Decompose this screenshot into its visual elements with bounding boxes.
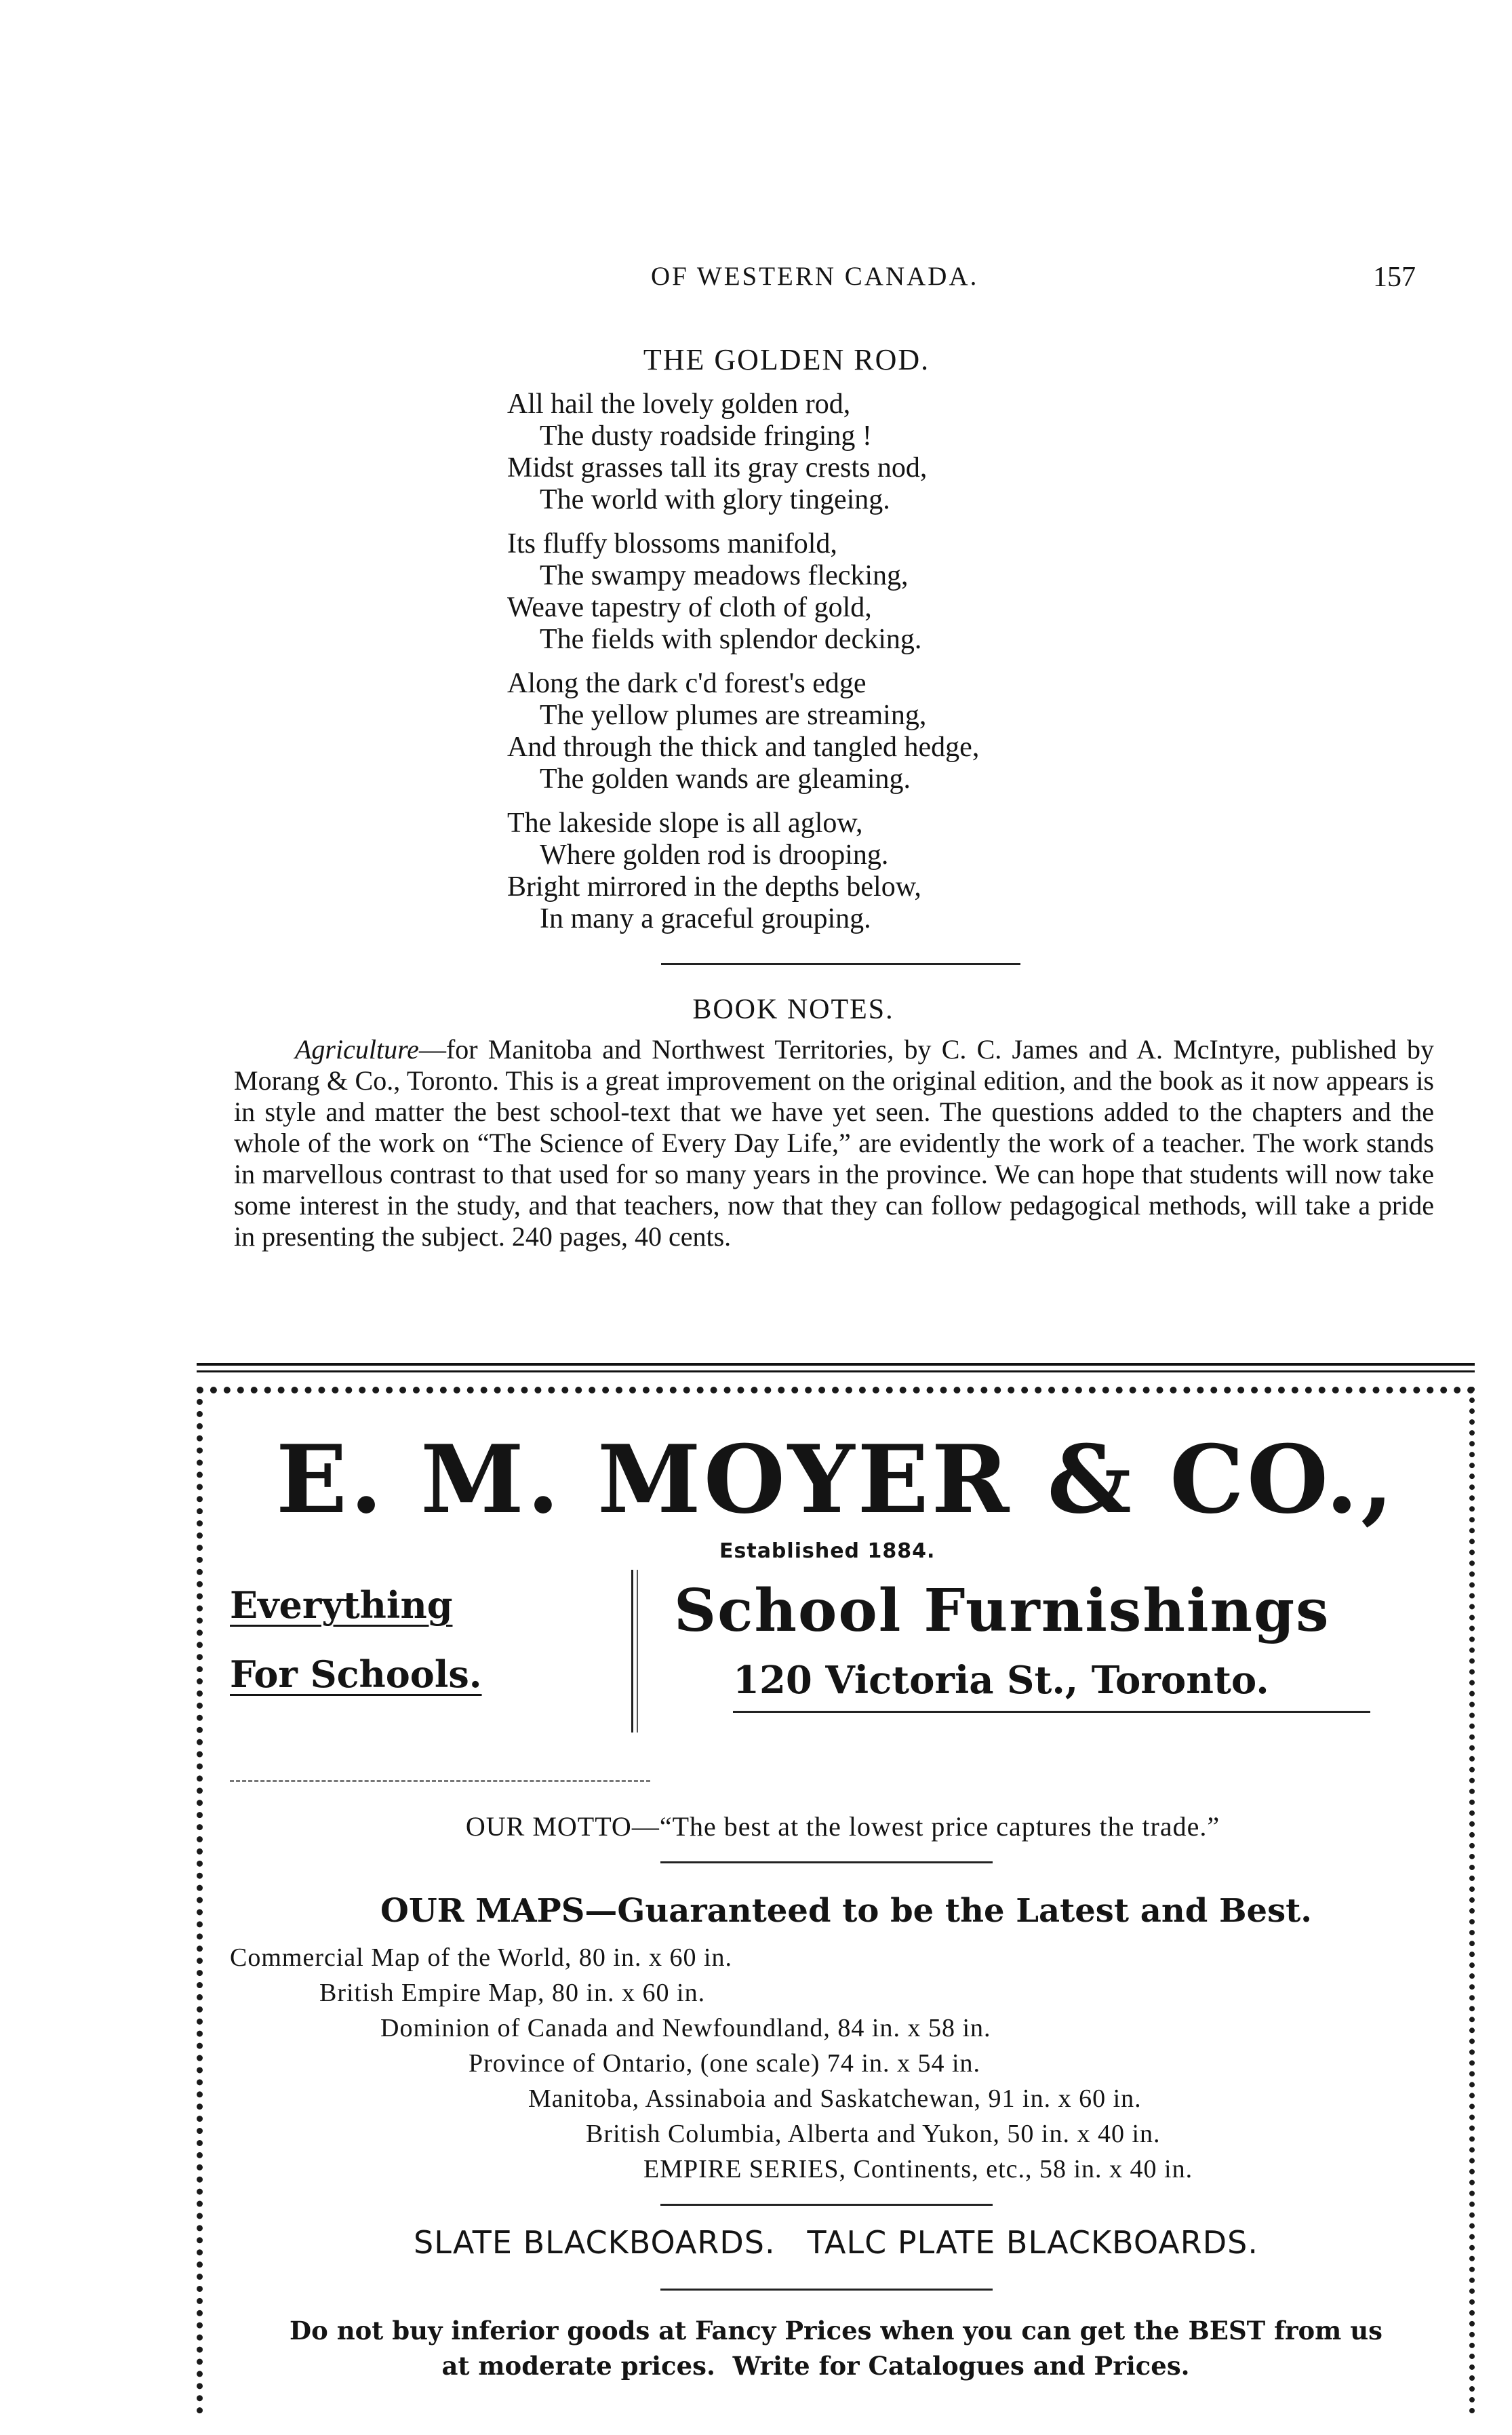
- book-notes-title: BOOK NOTES.: [692, 994, 894, 1025]
- ad-map-item: Manitoba, Assinaboia and Saskatchewan, 91 in. x 60 in.: [528, 2084, 1142, 2113]
- poem-stanza-2: [507, 528, 1185, 656]
- ad-map-item: British Columbia, Alberta and Yukon, 50 in. x 40 in.: [586, 2120, 1161, 2148]
- running-head: OF WESTERN CANADA.: [651, 262, 979, 291]
- ad-map-item: British Empire Map, 80 in. x 60 in.: [319, 1979, 706, 2007]
- ad-address: 120 Victoria St., Toronto.: [733, 1658, 1269, 1703]
- poem-line: The fields with splendor decking.: [540, 624, 922, 655]
- ad-established: Established 1884.: [719, 1539, 936, 1563]
- poem-line: The yellow plumes are streaming,: [540, 700, 927, 731]
- poem-line: The dusty roadside fringing !: [540, 420, 872, 452]
- poem-line: Where golden rod is drooping.: [540, 839, 889, 871]
- poem-line: All hail the lovely golden rod,: [507, 389, 851, 420]
- ad-school-furnishings: School Furnishings: [674, 1577, 1330, 1645]
- ad-closing-line: at moderate prices. Write for Catalogues and Prices.: [441, 2351, 1190, 2381]
- ad-divider: [660, 2204, 993, 2206]
- book-notes-paragraph: [234, 1034, 1434, 1252]
- ad-closing-line: Do not buy inferior goods at Fancy Prices when you can get the BEST from us: [290, 2316, 1382, 2345]
- poem-line: And through the thick and tangled hedge,: [507, 732, 980, 763]
- poem-line: The golden wands are gleaming.: [540, 764, 911, 795]
- poem-line: Its fluffy blossoms manifold,: [507, 528, 837, 559]
- poem: [507, 389, 1185, 947]
- ad-dashed-divider: [230, 1780, 650, 1782]
- ad-address-underline: [733, 1711, 1370, 1713]
- ad-map-item: Province of Ontario, (one scale) 74 in. x 54 in.: [469, 2049, 981, 2078]
- poem-line: In many a graceful grouping.: [540, 903, 871, 934]
- poem-line: Along the dark c'd forest's edge: [507, 668, 867, 699]
- book-notes-body: —for Manitoba and Northwest Territories, by C. C. James and A. McIntyre, published by Morang & Co., Toronto. This is a great improvement on the original edition, and the book as it now appears is in style and matter the best school-text that we have yet seen. The questions added to the chapters and the whole of the work on “The Science of Every Day Life,” are evidently the work of a teacher. The work stands in marvellous contrast to that used for so many years in the province. We can hope that students will now take some interest in the study, and that teachers, now that they can follow pedagogical methods, will take a pride in presenting the subject. 240 pages, 40 cents.: [234, 1034, 1434, 1252]
- ad-maps-heading: OUR MAPS—Guaranteed to be the Latest and Best.: [380, 1892, 1312, 1930]
- book-title: Agriculture: [295, 1034, 419, 1065]
- section-divider: [661, 963, 1020, 965]
- poem-stanza-1: [507, 389, 1185, 516]
- ad-vertical-divider: [631, 1570, 638, 1733]
- poem-stanza-4: [507, 808, 1185, 935]
- poem-line: Bright mirrored in the depths below,: [507, 871, 921, 903]
- poem-title: THE GOLDEN ROD.: [643, 343, 930, 376]
- ad-map-item: Dominion of Canada and Newfoundland, 84 in. x 58 in.: [380, 2014, 991, 2042]
- poem-line: Weave tapestry of cloth of gold,: [507, 592, 872, 623]
- advertisement: [197, 1387, 1475, 2414]
- poem-line: The world with glory tingeing.: [540, 484, 890, 515]
- ad-divider: [660, 2289, 993, 2291]
- ad-tagline-everything: Everything: [230, 1583, 453, 1627]
- ad-divider: [660, 1861, 993, 1863]
- ad-tagline-for-schools: For Schools.: [230, 1652, 482, 1696]
- page-number: 157: [1373, 262, 1416, 293]
- double-rule: [197, 1363, 1475, 1372]
- ad-motto: OUR MOTTO—“The best at the lowest price captures the trade.”: [465, 1811, 1220, 1842]
- poem-line: The lakeside slope is all aglow,: [507, 808, 863, 839]
- poem-line: The swampy meadows flecking,: [540, 560, 909, 591]
- ad-blackboards: SLATE BLACKBOARDS. TALC PLATE BLACKBOARDS.: [414, 2224, 1258, 2261]
- ad-map-item: EMPIRE SERIES, Continents, etc., 58 in. x 40 in.: [643, 2155, 1193, 2183]
- ad-company-name: E. M. MOYER & CO.,: [275, 1424, 1397, 1535]
- ad-map-item: Commercial Map of the World, 80 in. x 60 in.: [230, 1943, 733, 1972]
- poem-line: Midst grasses tall its gray crests nod,: [507, 452, 928, 483]
- poem-stanza-3: [507, 668, 1185, 795]
